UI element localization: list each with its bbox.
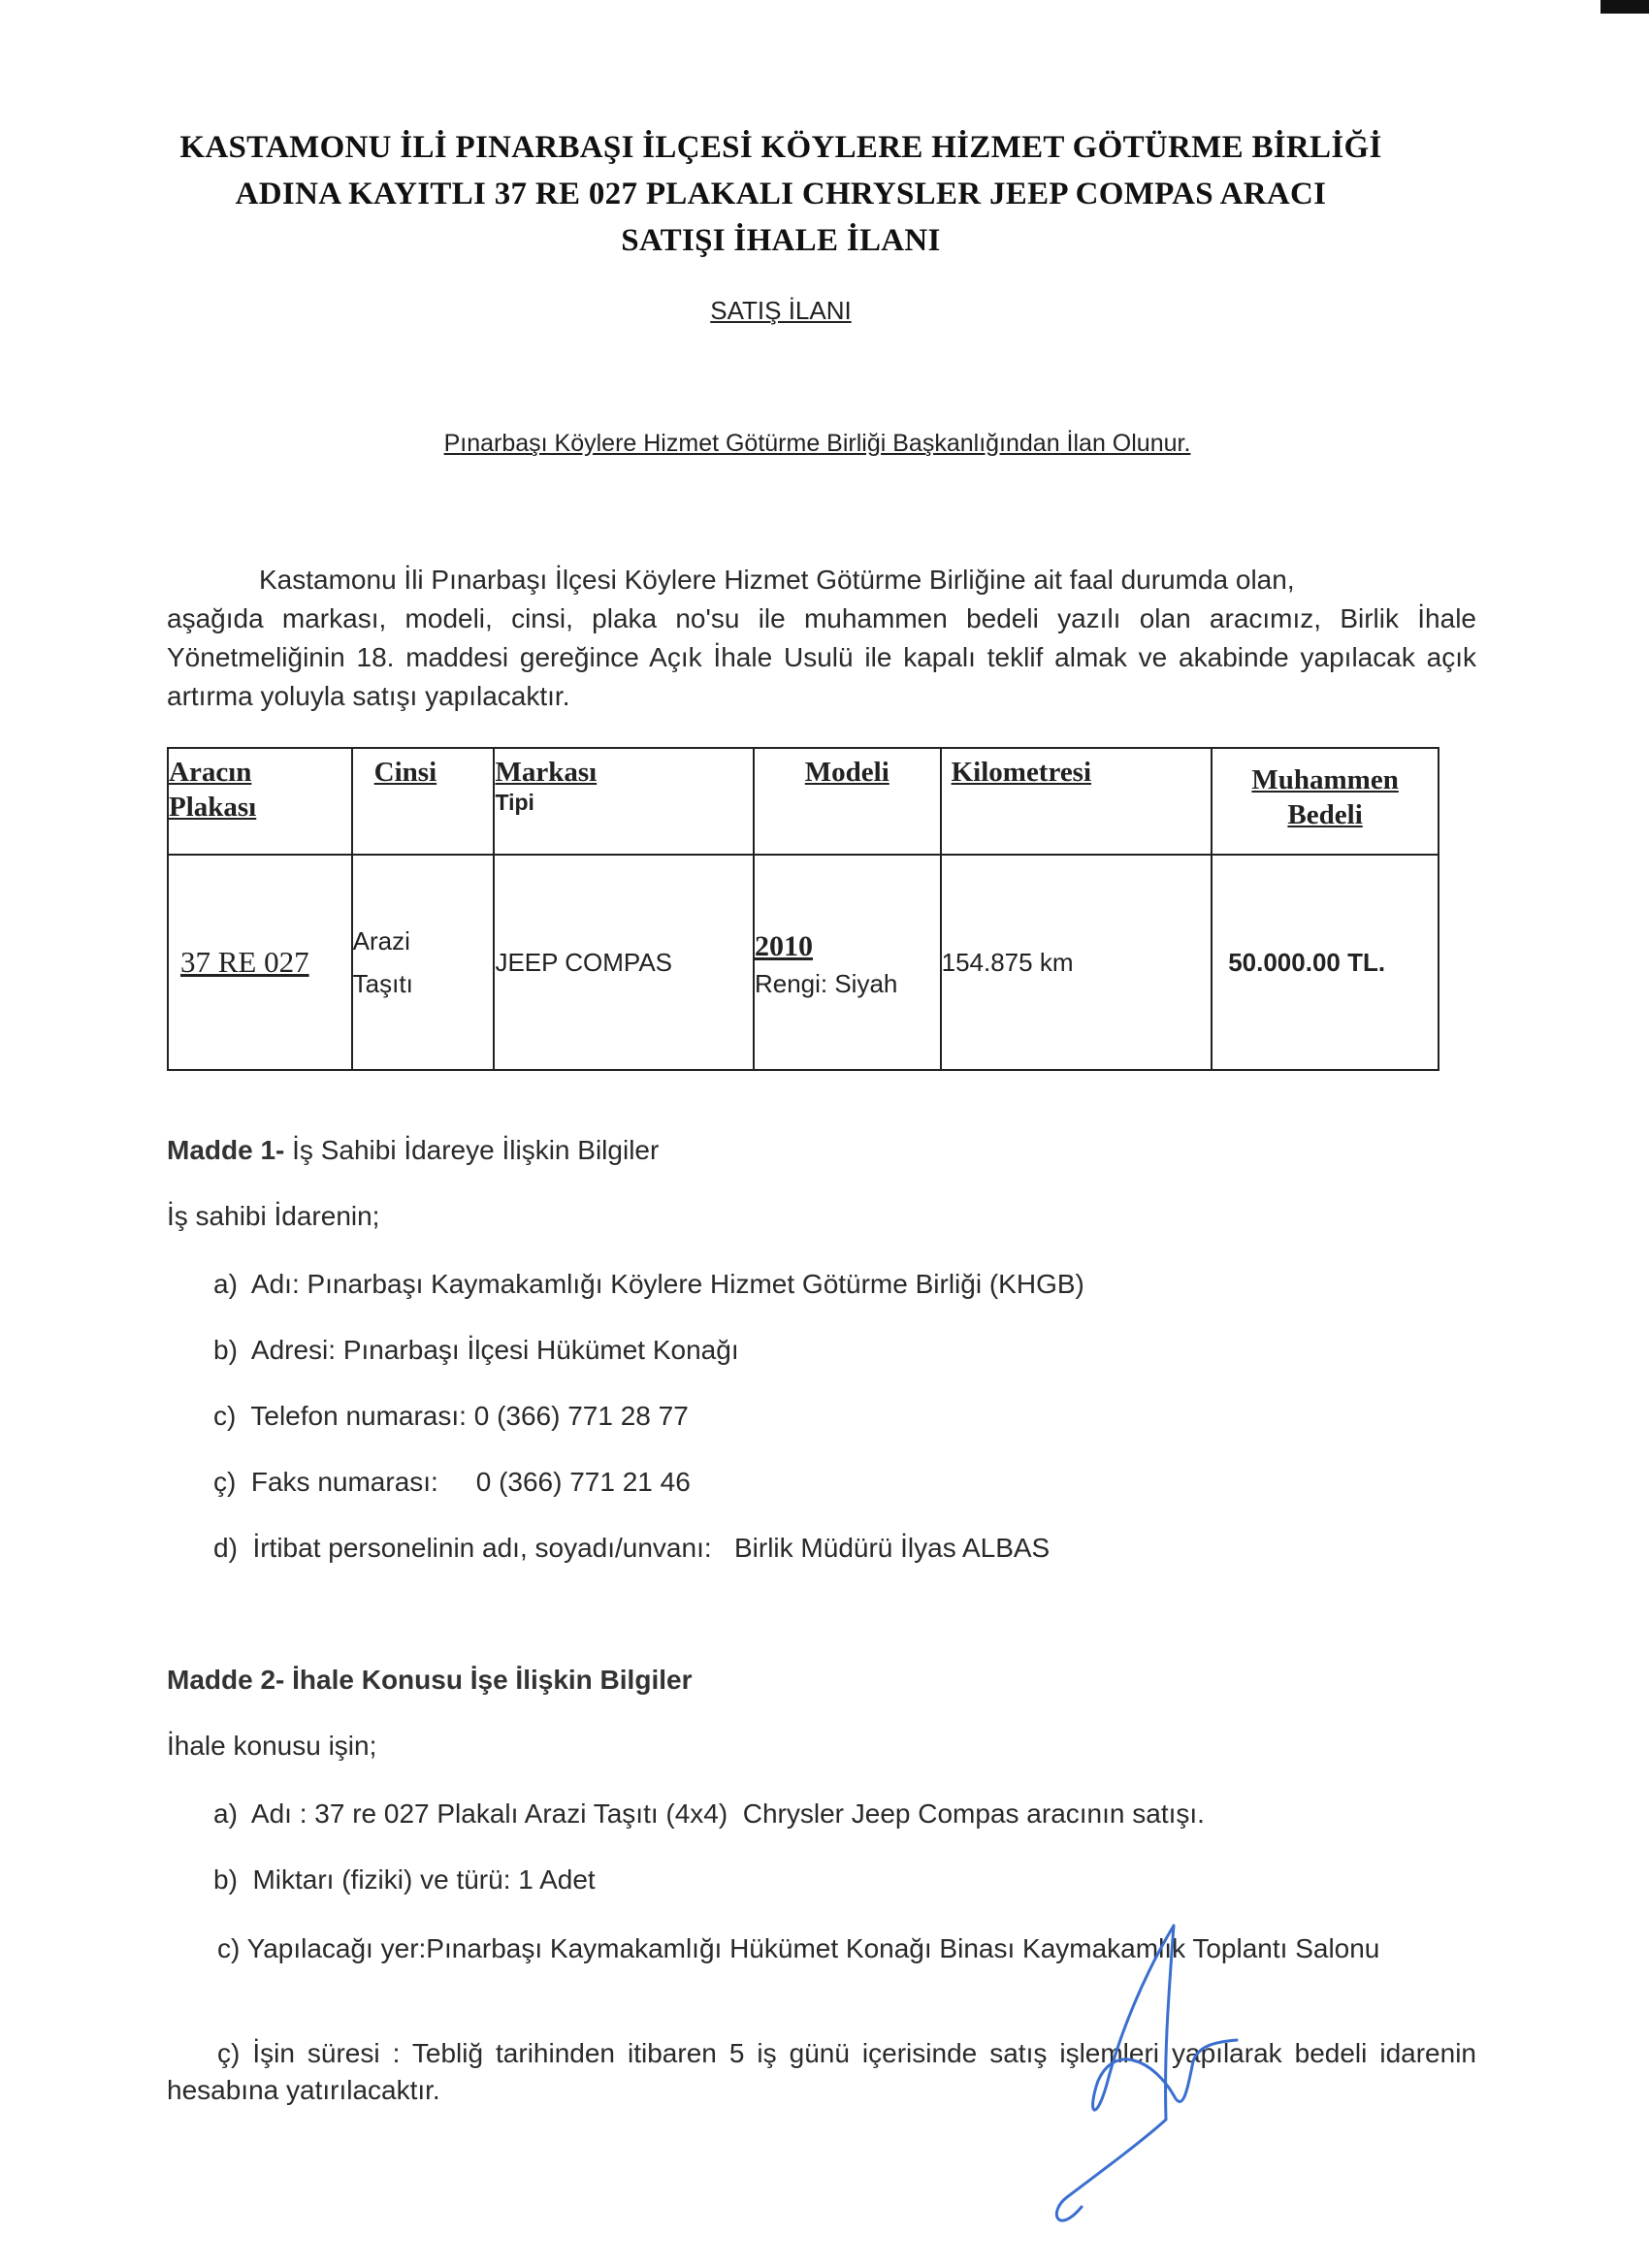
header-km: Kilometresi — [941, 748, 1212, 855]
cell-price: 50.000.00 TL. — [1212, 855, 1439, 1070]
cell-plate: 37 RE 027 — [168, 855, 352, 1070]
cell-type: Arazi Taşıtı — [352, 855, 495, 1070]
intro-first-line: Kastamonu İli Pınarbaşı İlçesi Köylere Hizmet Götürme Birliğine ait faal durumda olan, — [259, 565, 1295, 595]
list-item: ç) Faks numarası: 0 (366) 771 21 46 — [213, 1467, 691, 1497]
header-model: Modeli — [754, 748, 941, 855]
title-line-2: ADINA KAYITLI 37 RE 027 PLAKALI CHRYSLER JEEP COMPAS ARACI — [235, 177, 1327, 211]
list-item: a) Adı: Pınarbaşı Kaymakamlığı Köylere Hizmet Götürme Birliği (KHGB) — [213, 1269, 1084, 1299]
list-item: b) Adresi: Pınarbaşı İlçesi Hükümet Konağı — [213, 1335, 739, 1365]
header-price: Muhammen Bedeli — [1212, 748, 1439, 855]
intro-rest: aşağıda markası, modeli, cinsi, plaka no'su ile muhammen bedeli yazılı olan aracımız, Birlik İhale Yönetmeliğinin 18. maddesi gereğince Açık İhale Usulü ile kapalı teklif almak ve akabinde yapılacak açık artırma yoluyla satışı yapılacaktır. — [167, 603, 1476, 711]
header-plate: Aracın Plakası — [168, 748, 352, 855]
cell-model: 2010 Rengi: Siyah — [754, 855, 941, 1070]
document-subtitle: SATIŞ İLANI — [710, 296, 852, 325]
madde1-intro: İş sahibi İdarenin; — [167, 1201, 380, 1231]
table-row — [168, 855, 1439, 1070]
madde2-heading: Madde 2- İhale Konusu İşe İlişkin Bilgiler — [167, 1665, 693, 1695]
signature-image — [1028, 1916, 1280, 2226]
header-type: Cinsi — [352, 748, 495, 855]
madde1-heading: Madde 1- İş Sahibi İdareye İlişkin Bilgiler — [167, 1135, 660, 1165]
list-item: b) Miktarı (fiziki) ve türü: 1 Adet — [213, 1864, 596, 1895]
madde2-intro: İhale konusu işin; — [167, 1731, 377, 1761]
header-brand: Markası Tipi — [494, 748, 753, 855]
madde2-item-cc: ç) İşin süresi : Tebliğ tarihinden itibaren 5 iş günü içerisinde satış işlemleri yapılarak bedeli idarenin hesabına yatırılacaktır. — [167, 2038, 1476, 2105]
vehicle-table — [167, 747, 1439, 1071]
announcement-line: Pınarbaşı Köylere Hizmet Götürme Birliği Başkanlığından İlan Olunur. — [443, 430, 1191, 457]
list-item: c) Telefon numarası: 0 (366) 771 28 77 — [213, 1401, 689, 1431]
scan-corner-mark — [1600, 0, 1649, 14]
list-item: d) İrtibat personelinin adı, soyadı/unvanı: Birlik Müdürü İlyas ALBAS — [213, 1533, 1051, 1563]
cell-brand: JEEP COMPAS — [494, 855, 753, 1070]
table-header-row — [168, 748, 1439, 855]
document-title — [136, 124, 1426, 264]
intro-paragraph — [167, 561, 1476, 716]
title-line-3: SATIŞI İHALE İLANI — [621, 223, 941, 258]
madde2-item-c: c) Yapılacağı yer:Pınarbaşı Kaymakamlığı Hükümet Konağı Binası Kaymakamlık Toplantı Salonu — [217, 1933, 1380, 1963]
title-line-1: KASTAMONU İLİ PINARBAŞI İLÇESİ KÖYLERE HİZMET GÖTÜRME BİRLİĞİ — [179, 130, 1382, 165]
list-item: a) Adı : 37 re 027 Plakalı Arazi Taşıtı (4x4) Chrysler Jeep Compas aracının satışı. — [213, 1798, 1205, 1829]
cell-km: 154.875 km — [941, 855, 1212, 1070]
